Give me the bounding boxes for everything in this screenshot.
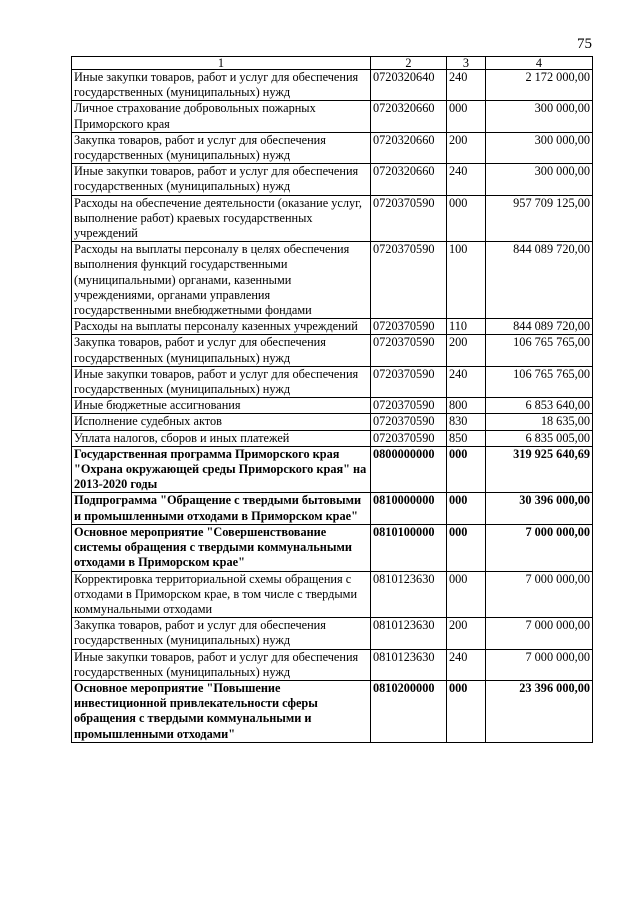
row-expense-type: 240 (447, 649, 486, 680)
row-expense-type: 200 (447, 618, 486, 649)
row-amount: 844 089 720,00 (486, 242, 593, 319)
row-target-code: 0720370590 (371, 195, 447, 242)
row-target-code: 0720370590 (371, 335, 447, 366)
row-target-code: 0810100000 (371, 524, 447, 571)
row-amount: 300 000,00 (486, 132, 593, 163)
row-name: Закупка товаров, работ и услуг для обеспечения государственных (муниципальных) нужд (72, 618, 371, 649)
row-expense-type: 100 (447, 242, 486, 319)
row-target-code: 0810123630 (371, 618, 447, 649)
table-row (72, 242, 593, 319)
row-target-code: 0720320660 (371, 132, 447, 163)
row-name: Уплата налогов, сборов и иных платежей (72, 430, 371, 446)
row-target-code: 0810123630 (371, 571, 447, 618)
row-name: Закупка товаров, работ и услуг для обеспечения государственных (муниципальных) нужд (72, 132, 371, 163)
row-target-code: 0720320660 (371, 164, 447, 195)
row-target-code: 0810200000 (371, 680, 447, 742)
row-expense-type: 240 (447, 366, 486, 397)
budget-table (71, 56, 593, 743)
row-expense-type: 000 (447, 195, 486, 242)
column-header-2: 2 (371, 57, 447, 70)
row-amount: 844 089 720,00 (486, 319, 593, 335)
row-amount: 7 000 000,00 (486, 571, 593, 618)
table-row (72, 70, 593, 101)
row-target-code: 0720370590 (371, 414, 447, 430)
row-target-code: 0720370590 (371, 366, 447, 397)
row-expense-type: 000 (447, 493, 486, 524)
row-amount: 300 000,00 (486, 101, 593, 132)
row-amount: 957 709 125,00 (486, 195, 593, 242)
row-expense-type: 000 (447, 446, 486, 493)
row-target-code: 0720370590 (371, 398, 447, 414)
row-amount: 7 000 000,00 (486, 649, 593, 680)
row-target-code: 0720320660 (371, 101, 447, 132)
table-row (72, 493, 593, 524)
row-target-code: 0800000000 (371, 446, 447, 493)
row-target-code: 0810123630 (371, 649, 447, 680)
row-amount: 2 172 000,00 (486, 70, 593, 101)
row-target-code: 0720370590 (371, 319, 447, 335)
row-target-code: 0810000000 (371, 493, 447, 524)
row-name: Основное мероприятие "Совершенствование системы обращения с твердыми коммунальными отходами в Приморском крае" (72, 524, 371, 571)
row-amount: 7 000 000,00 (486, 618, 593, 649)
row-amount: 6 853 640,00 (486, 398, 593, 414)
table-row (72, 101, 593, 132)
table-body (72, 70, 593, 743)
row-target-code: 0720320640 (371, 70, 447, 101)
row-target-code: 0720370590 (371, 242, 447, 319)
row-expense-type: 000 (447, 524, 486, 571)
row-amount: 300 000,00 (486, 164, 593, 195)
row-amount: 6 835 005,00 (486, 430, 593, 446)
table-row (72, 319, 593, 335)
table-row (72, 366, 593, 397)
row-name: Исполнение судебных актов (72, 414, 371, 430)
row-expense-type: 000 (447, 680, 486, 742)
row-name: Основное мероприятие "Повышение инвестиционной привлекательности сферы обращения с твердыми коммунальными и промышленными отходами" (72, 680, 371, 742)
row-name: Расходы на выплаты персоналу казенных учреждений (72, 319, 371, 335)
row-name: Личное страхование добровольных пожарных Приморского края (72, 101, 371, 132)
table-row (72, 680, 593, 742)
row-expense-type: 110 (447, 319, 486, 335)
table-row (72, 430, 593, 446)
column-number-row (72, 57, 593, 70)
row-name: Государственная программа Приморского края "Охрана окружающей среды Приморского края" на 2013-2020 годы (72, 446, 371, 493)
row-amount: 18 635,00 (486, 414, 593, 430)
row-name: Корректировка территориальной схемы обращения с отходами в Приморском крае, в том числе с твердыми коммунальными отходами (72, 571, 371, 618)
row-name: Иные закупки товаров, работ и услуг для обеспечения государственных (муниципальных) нужд (72, 70, 371, 101)
table-row (72, 618, 593, 649)
row-name: Иные закупки товаров, работ и услуг для обеспечения государственных (муниципальных) нужд (72, 366, 371, 397)
table-row (72, 164, 593, 195)
row-amount: 23 396 000,00 (486, 680, 593, 742)
row-expense-type: 830 (447, 414, 486, 430)
table-row (72, 571, 593, 618)
row-amount: 30 396 000,00 (486, 493, 593, 524)
row-name: Иные закупки товаров, работ и услуг для обеспечения государственных (муниципальных) нужд (72, 164, 371, 195)
row-name: Подпрограмма "Обращение с твердыми бытовыми и промышленными отходами в Приморском крае" (72, 493, 371, 524)
row-expense-type: 240 (447, 164, 486, 195)
row-expense-type: 800 (447, 398, 486, 414)
row-amount: 7 000 000,00 (486, 524, 593, 571)
row-expense-type: 000 (447, 101, 486, 132)
row-expense-type: 200 (447, 335, 486, 366)
row-expense-type: 200 (447, 132, 486, 163)
table-row (72, 524, 593, 571)
row-target-code: 0720370590 (371, 430, 447, 446)
column-header-3: 3 (447, 57, 486, 70)
page-number: 75 (577, 36, 592, 52)
table-row (72, 195, 593, 242)
row-amount: 106 765 765,00 (486, 366, 593, 397)
row-expense-type: 000 (447, 571, 486, 618)
row-name: Расходы на обеспечение деятельности (оказание услуг, выполнение работ) краевых государственных учреждений (72, 195, 371, 242)
table-row (72, 649, 593, 680)
row-name: Расходы на выплаты персоналу в целях обеспечения выполнения функций государственными (муниципальными) органами, казенными учреждениями, органами управления государственными внебюджетными фондами (72, 242, 371, 319)
table-row (72, 446, 593, 493)
row-name: Иные бюджетные ассигнования (72, 398, 371, 414)
row-expense-type: 850 (447, 430, 486, 446)
table-row (72, 132, 593, 163)
row-name: Иные закупки товаров, работ и услуг для обеспечения государственных (муниципальных) нужд (72, 649, 371, 680)
row-name: Закупка товаров, работ и услуг для обеспечения государственных (муниципальных) нужд (72, 335, 371, 366)
table-row (72, 335, 593, 366)
row-expense-type: 240 (447, 70, 486, 101)
row-amount: 106 765 765,00 (486, 335, 593, 366)
column-header-4: 4 (486, 57, 593, 70)
table-row (72, 398, 593, 414)
column-header-1: 1 (72, 57, 371, 70)
table-row (72, 414, 593, 430)
row-amount: 319 925 640,69 (486, 446, 593, 493)
